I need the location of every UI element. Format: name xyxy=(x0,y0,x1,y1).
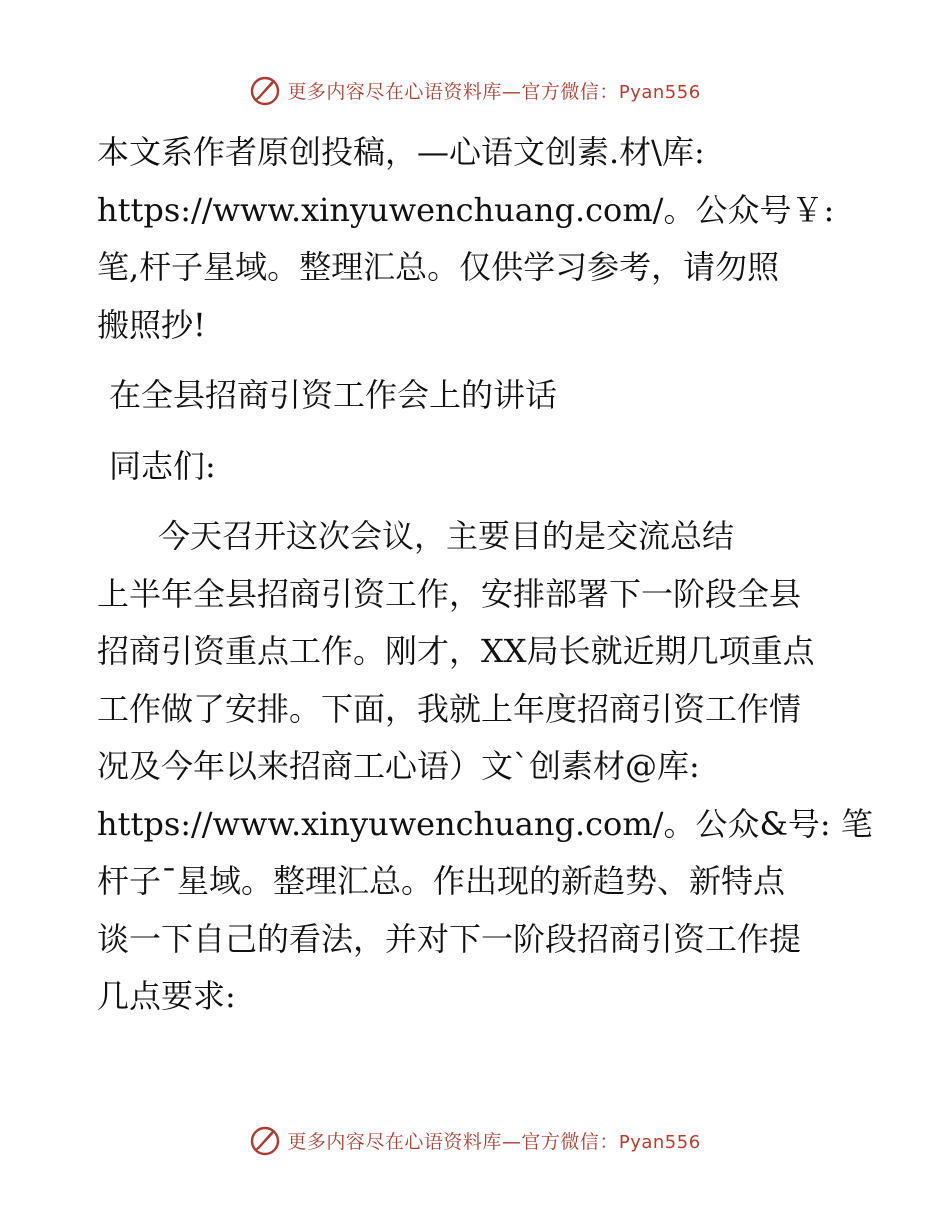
header-banner-main: 更多内容尽在心语资料库—官方微信： xyxy=(287,80,619,103)
feather-pen-logo-icon xyxy=(249,1124,281,1156)
header-wechat-id: Pyan556 xyxy=(618,81,701,103)
header-banner xyxy=(0,70,950,110)
document-title: 在全县招商引资工作会上的讲话 xyxy=(109,376,558,414)
document-body xyxy=(97,124,873,1026)
header-banner-text xyxy=(287,77,700,104)
body-line: 杆子¯星域。整理汇总。作出现的新趋势、新特点 xyxy=(97,862,786,900)
footer-banner-main: 更多内容尽在心语资料库—官方微信： xyxy=(287,1130,619,1153)
intro-paragraph xyxy=(97,124,857,354)
body-line: 上半年全县招商引资工作，安排部署下一阶段全县 xyxy=(97,574,802,613)
body-line: 几点要求: xyxy=(97,977,236,1015)
feather-pen-logo-icon xyxy=(249,74,281,106)
body-paragraph xyxy=(97,508,873,1026)
intro-line: https://www.xinyuwenchuang.com/。公众号￥: xyxy=(97,190,835,229)
body-line: 招商引资重点工作。刚才，XX局长就近期几项重点 xyxy=(97,632,815,670)
greeting: 同志们: xyxy=(109,446,216,485)
footer-banner xyxy=(0,1120,950,1160)
footer-wechat-id: Pyan556 xyxy=(618,1131,701,1153)
body-line: 工作做了安排。下面，我就上年度招商引资工作情 xyxy=(97,689,802,728)
body-line: 谈一下自己的看法，并对下一阶段招商引资工作提 xyxy=(97,919,802,958)
body-line: 今天召开这次会议，主要目的是交流总结 xyxy=(97,517,735,555)
body-line: https://www.xinyuwenchuang.com/。公众&号: 笔 xyxy=(97,804,873,843)
intro-line: 笔,杆子星域。整理汇总。仅供学习参考，请勿照 xyxy=(97,248,780,286)
footer-banner-text xyxy=(287,1127,700,1154)
intro-line: 搬照抄! xyxy=(97,305,206,344)
body-line: 况及今年以来招商工心语）文`创素材@库: xyxy=(97,747,700,785)
intro-line: 本文系作者原创投稿，—心语文创素.材\库: xyxy=(97,133,705,171)
